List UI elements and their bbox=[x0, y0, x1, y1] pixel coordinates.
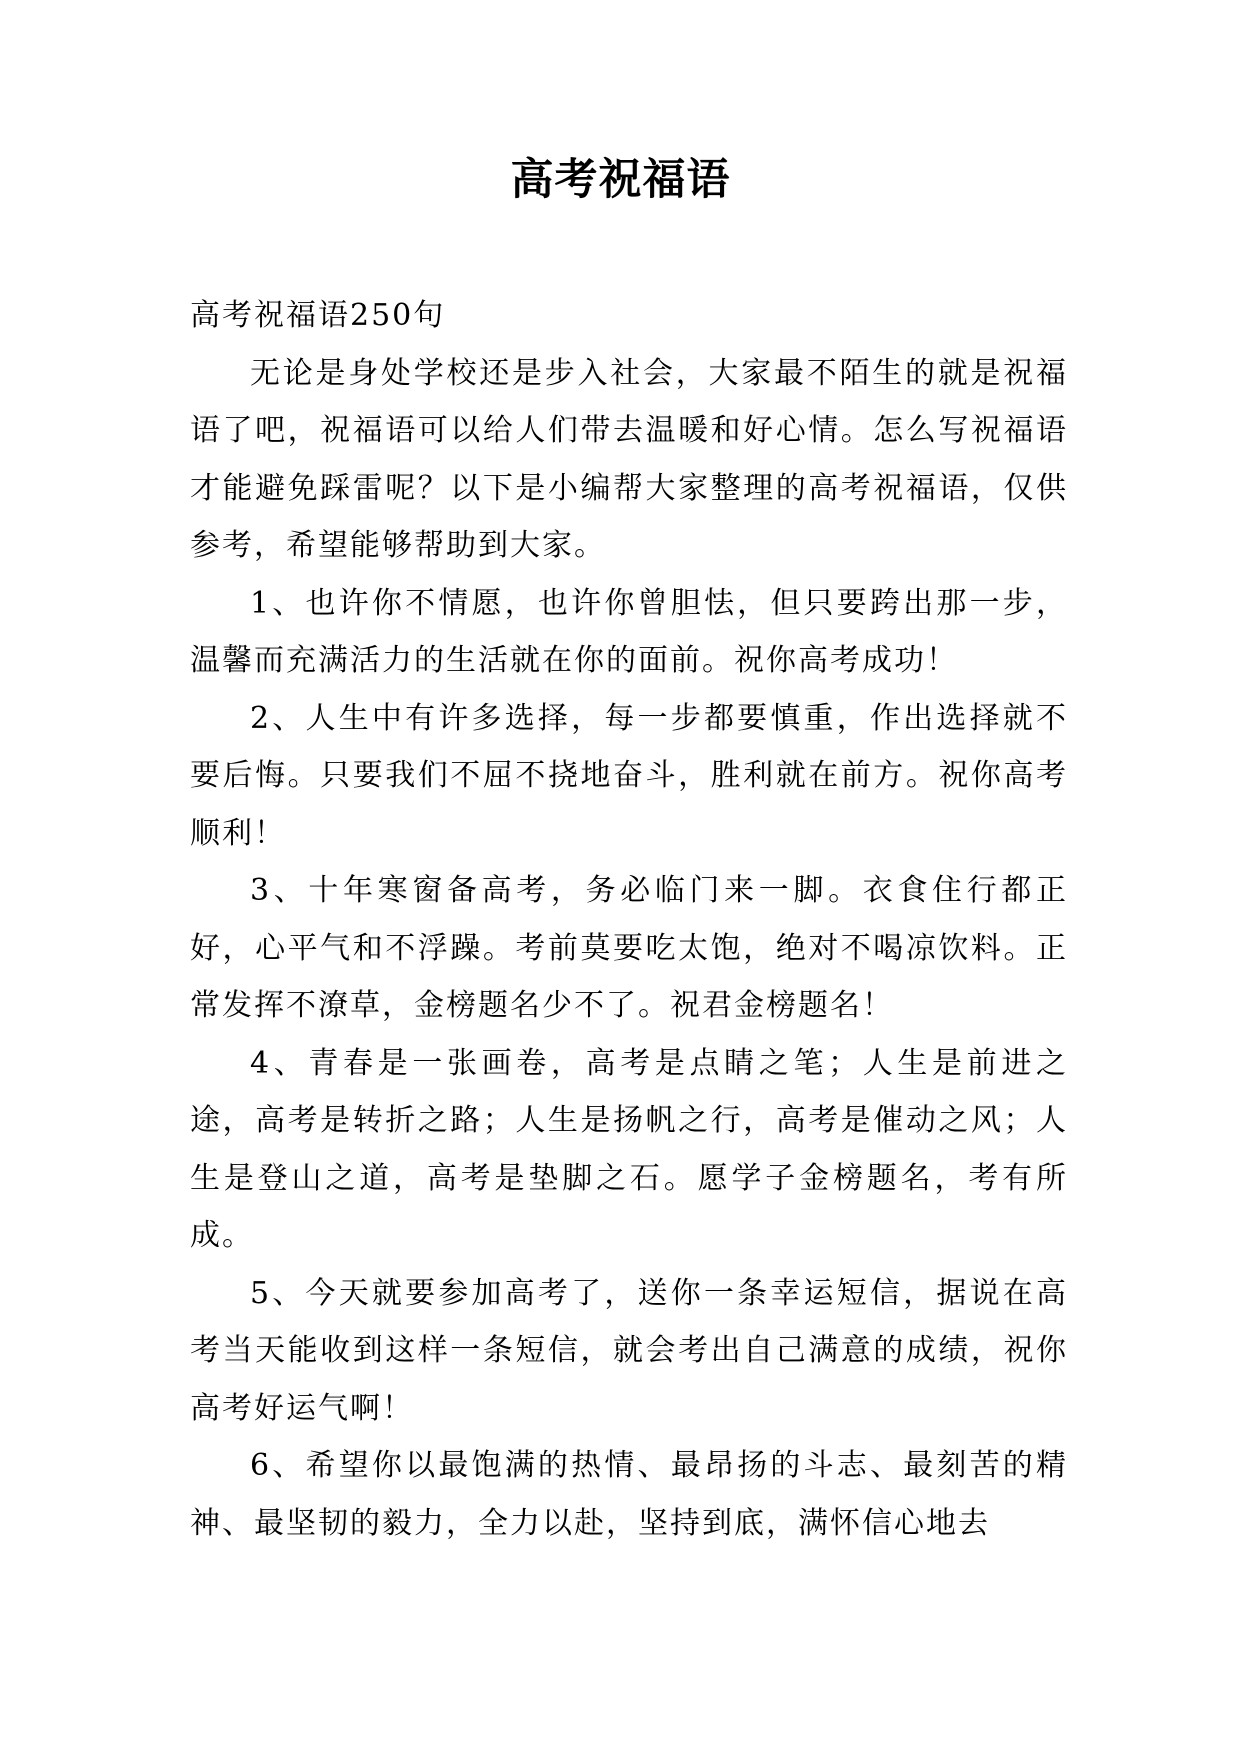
blessing-item-5: 5、今天就要参加高考了，送你一条幸运短信，据说在高考当天能收到这样一条短信，就会考出自己满意的成绩，祝你高考好运气啊！ bbox=[190, 1275, 1068, 1426]
document-subtitle: 高考祝福语250句 bbox=[190, 298, 446, 333]
document-body bbox=[190, 287, 1068, 1552]
document-title: 高考祝福语 bbox=[510, 155, 731, 205]
blessing-item-6: 6、希望你以最饱满的热情、最昂扬的斗志、最刻苦的精神、最坚韧的毅力，全力以赴，坚持到底，满怀信心地去 bbox=[190, 1448, 1068, 1541]
intro-paragraph: 无论是身处学校还是步入社会，大家最不陌生的就是祝福语了吧，祝福语可以给人们带去温暖和好心情。怎么写祝福语才能避免踩雷呢？以下是小编帮大家整理的高考祝福语，仅供参考，希望能够帮助到大家。 bbox=[190, 355, 1068, 563]
blessing-item-1: 1、也许你不情愿，也许你曾胆怯，但只要跨出那一步，温馨而充满活力的生活就在你的面前。祝你高考成功！ bbox=[190, 585, 1068, 678]
blessing-item-3: 3、十年寒窗备高考，务必临门来一脚。衣食住行都正好，心平气和不浮躁。考前莫要吃太饱，绝对不喝凉饮料。正常发挥不潦草，金榜题名少不了。祝君金榜题名！ bbox=[190, 873, 1068, 1023]
blessing-item-4: 4、青春是一张画卷，高考是点睛之笔；人生是前进之途，高考是转折之路；人生是扬帆之行，高考是催动之风；人生是登山之道，高考是垫脚之石。愿学子金榜题名，考有所成。 bbox=[190, 1045, 1068, 1253]
blessing-item-2: 2、人生中有许多选择，每一步都要慎重，作出选择就不要后悔。只要我们不屈不挠地奋斗，胜利就在前方。祝你高考顺利！ bbox=[190, 700, 1068, 851]
